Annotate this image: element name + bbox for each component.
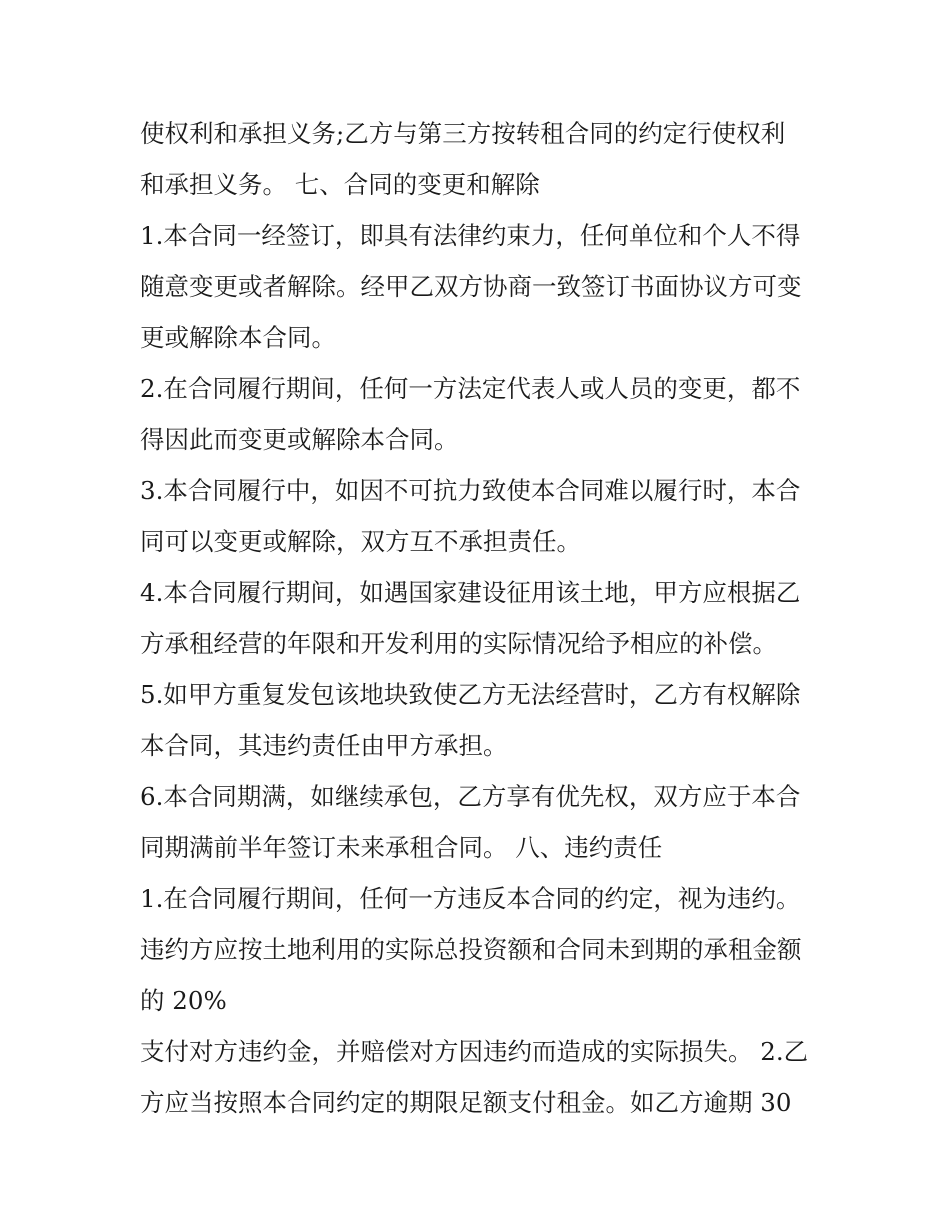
- text-line: 方应当按照本合同约定的期限足额支付租金。如乙方逾期 30: [140, 1088, 792, 1117]
- text-line: 支付对方违约金，并赔偿对方因违约而造成的实际损失。 2.乙: [140, 1037, 809, 1066]
- text-line: 1.在合同履行期间，任何一方违反本合同的约定，视为违约。: [140, 884, 801, 913]
- text-line: 2.在合同履行期间，任何一方法定代表人或人员的变更，都不: [140, 374, 801, 403]
- text-line: 和承担义务。 七、合同的变更和解除: [140, 170, 540, 199]
- text-line: 6.本合同期满，如继续承包，乙方享有优先权，双方应于本合: [140, 782, 801, 811]
- text-line: 违约方应按土地利用的实际总投资额和合同未到期的承租金额: [140, 935, 802, 964]
- text-line: 使权利和承担义务;乙方与第三方按转租合同的约定行使权利: [140, 119, 786, 148]
- text-line: 随意变更或者解除。经甲乙双方协商一致签订书面协议方可变: [140, 272, 802, 301]
- contract-text-body: [140, 108, 820, 1128]
- text-line: 方承租经营的年限和开发利用的实际情况给予相应的补偿。: [140, 629, 777, 658]
- text-line: 的 20%: [140, 986, 227, 1015]
- text-line: 3.本合同履行中，如因不可抗力致使本合同难以履行时，本合: [140, 476, 801, 505]
- text-line: 1.本合同一经签订，即具有法律约束力，任何单位和个人不得: [140, 221, 801, 250]
- text-line: 得因此而变更或解除本合同。: [140, 425, 459, 454]
- text-line: 5.如甲方重复发包该地块致使乙方无法经营时，乙方有权解除: [140, 680, 801, 709]
- text-line: 4.本合同履行期间，如遇国家建设征用该土地，甲方应根据乙: [140, 578, 801, 607]
- text-line: 本合同，其违约责任由甲方承担。: [140, 731, 508, 760]
- text-line: 同期满前半年签订未来承租合同。 八、违约责任: [140, 833, 663, 862]
- text-line: 更或解除本合同。: [140, 323, 336, 352]
- text-line: 同可以变更或解除，双方互不承担责任。: [140, 527, 581, 556]
